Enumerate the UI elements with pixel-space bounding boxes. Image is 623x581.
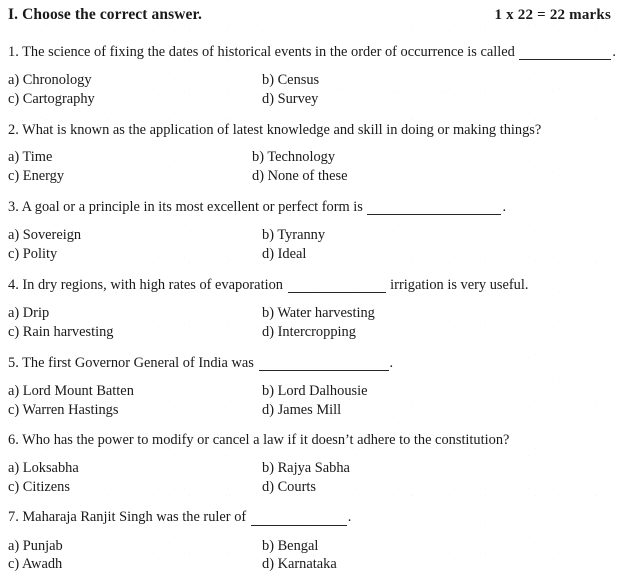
answer-blank[interactable] — [367, 196, 501, 215]
option-c[interactable]: c) Rain harvesting — [8, 323, 114, 340]
option-d[interactable]: d) Survey — [262, 91, 319, 108]
question-text — [8, 431, 615, 449]
question-text — [8, 354, 615, 373]
option-b[interactable]: b) Census — [262, 72, 320, 89]
answer-blank[interactable] — [288, 274, 386, 293]
option-row — [8, 537, 615, 556]
question-stem-tail: . — [612, 44, 617, 60]
option-group — [8, 71, 615, 108]
option-row — [8, 304, 615, 323]
question-stem: 4. In dry regions, with high rates of evaporation — [8, 276, 283, 293]
option-b[interactable]: b) Tyranny — [262, 227, 326, 244]
question-stem-tail: . — [389, 354, 394, 371]
question-text — [8, 276, 615, 295]
option-row — [8, 167, 615, 186]
option-row — [8, 401, 615, 420]
option-c[interactable]: c) Citizens — [8, 478, 70, 495]
option-row — [8, 245, 615, 264]
option-a[interactable]: a) Chronology — [8, 72, 92, 89]
question-stem: 1. The science of fixing the dates of historical events in the order of occurrence is called — [8, 44, 515, 60]
question-stem-tail: . — [347, 509, 352, 526]
page-header — [0, 0, 623, 30]
question-block — [0, 431, 623, 496]
option-d[interactable]: d) None of these — [252, 168, 348, 185]
question-stem-tail: . — [502, 198, 507, 215]
question-stem: 5. The first Governor General of India was — [8, 354, 254, 371]
question-block — [0, 121, 623, 186]
option-d[interactable]: d) Ideal — [262, 245, 307, 262]
option-b[interactable]: b) Water harvesting — [262, 305, 375, 322]
option-b[interactable]: b) Bengal — [262, 537, 319, 554]
question-block — [0, 43, 623, 109]
option-d[interactable]: d) Courts — [262, 478, 316, 495]
question-stem: 3. A goal or a principle in its most excellent or perfect form is — [8, 198, 363, 215]
option-row — [8, 459, 615, 478]
marks-allocation: 1 x 22 = 22 marks — [494, 7, 611, 23]
option-group — [8, 382, 615, 419]
option-a[interactable]: a) Lord Mount Batten — [8, 382, 134, 399]
question-stem-tail: irrigation is very useful. — [386, 276, 529, 293]
question-list — [0, 43, 623, 574]
answer-blank[interactable] — [259, 352, 389, 371]
option-d[interactable]: d) Intercropping — [262, 323, 356, 340]
question-text — [8, 198, 615, 217]
question-stem: 7. Maharaja Ranjit Singh was the ruler of — [8, 509, 247, 526]
question-text — [8, 121, 615, 139]
option-row — [8, 323, 615, 342]
question-block — [0, 276, 623, 342]
answer-blank[interactable] — [251, 506, 347, 525]
section-title: I. Choose the correct answer. — [8, 6, 203, 23]
question-stem: 6. Who has the power to modify or cancel a law if it doesn’t adhere to the constitution? — [8, 432, 510, 449]
question-text — [8, 508, 615, 527]
option-c[interactable]: c) Cartography — [8, 91, 95, 108]
option-group — [8, 459, 615, 496]
option-b[interactable]: b) Lord Dalhousie — [262, 382, 368, 399]
option-a[interactable]: a) Sovereign — [8, 227, 82, 244]
answer-blank[interactable] — [519, 41, 611, 60]
option-row — [8, 382, 615, 401]
option-row — [8, 148, 615, 167]
question-stem: 2. What is known as the application of latest knowledge and skill in doing or making things? — [8, 121, 542, 138]
question-block — [0, 508, 623, 574]
option-a[interactable]: a) Drip — [8, 305, 50, 322]
question-text — [8, 43, 615, 62]
option-d[interactable]: d) James Mill — [262, 401, 342, 418]
option-c[interactable]: c) Polity — [8, 245, 58, 262]
option-group — [8, 148, 615, 185]
option-c[interactable]: c) Warren Hastings — [8, 401, 119, 418]
option-row — [8, 555, 615, 574]
option-row — [8, 478, 615, 497]
option-row — [8, 71, 615, 90]
option-a[interactable]: a) Loksabha — [8, 459, 79, 476]
option-d[interactable]: d) Karnataka — [262, 556, 337, 573]
option-group — [8, 304, 615, 341]
question-block — [0, 354, 623, 420]
option-a[interactable]: a) Time — [8, 149, 53, 166]
option-group — [8, 226, 615, 263]
option-c[interactable]: c) Energy — [8, 168, 65, 185]
option-b[interactable]: b) Rajya Sabha — [262, 459, 350, 476]
option-row — [8, 226, 615, 245]
option-b[interactable]: b) Technology — [252, 149, 336, 166]
option-row — [8, 90, 615, 109]
option-a[interactable]: a) Punjab — [8, 537, 63, 554]
option-c[interactable]: c) Awadh — [8, 556, 63, 573]
question-block — [0, 198, 623, 264]
option-group — [8, 537, 615, 574]
